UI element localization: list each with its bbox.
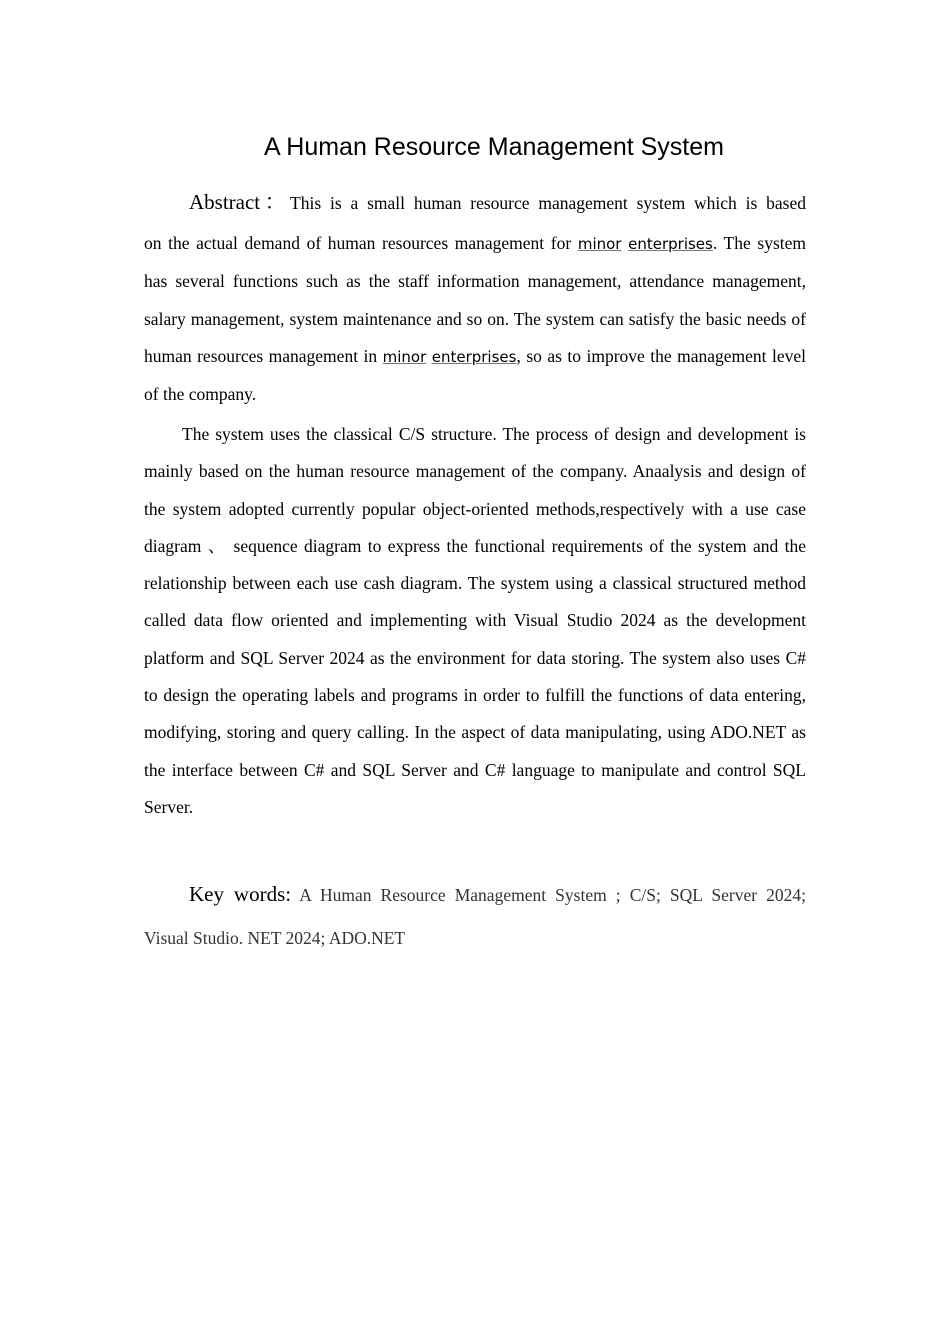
abstract-first-line: [144, 186, 806, 219]
abstract-body: [144, 225, 806, 413]
keywords-line2: Visual Studio. NET 2024; ADO.NET: [144, 928, 406, 948]
term-enterprises: enterprises: [628, 235, 713, 253]
abstract-seg2: . The system has several functions such as the staff information management, attendance management, salary management, system maintenance and so on. The system can satisfy the basic needs of human resources management in: [144, 233, 807, 366]
body-paragraph: The system uses the classical C/S structure. The process of design and development is mainly based on the human resource management of the company. Anaalysis and design of the system adopted currently popular object-oriented methods,respectively with a use case diagram 、 sequence diagram to express the functional requirements of the system and the relationship between each use cash diagram. The system using a classical structured method called data flow oriented and implementing with Visual Studio 2024 as the development platform and SQL Server 2024 as the environment for data storing. The system also uses C# to design the operating labels and programs in order to fulfill the functions of data entering, modifying, storing and query calling. In the aspect of data manipulating, using ADO.NET as the interface between C# and SQL Server and C# language to manipulate and control SQL Server.: [144, 424, 806, 817]
abstract-line1: This is a small human resource management system which is based: [290, 193, 806, 213]
document-title: A Human Resource Management System: [264, 133, 724, 161]
term-minor: minor: [577, 235, 622, 253]
abstract-seg1: on the actual demand of human resources management for: [144, 233, 578, 253]
abstract-label: Abstract：: [189, 190, 291, 214]
abstract-seg3: , so as to improve the management level of the company.: [144, 345, 806, 405]
keywords-section: [144, 878, 806, 951]
term-enterprises: enterprises: [431, 347, 517, 366]
keywords-label: Key words:: [189, 882, 292, 906]
abstract-paragraph: [144, 186, 806, 413]
keywords-line1: A Human Resource Management System ; C/S; SQL Server 2024;: [299, 885, 806, 905]
term-minor: minor: [382, 347, 427, 366]
keywords-first-line: [144, 878, 806, 911]
